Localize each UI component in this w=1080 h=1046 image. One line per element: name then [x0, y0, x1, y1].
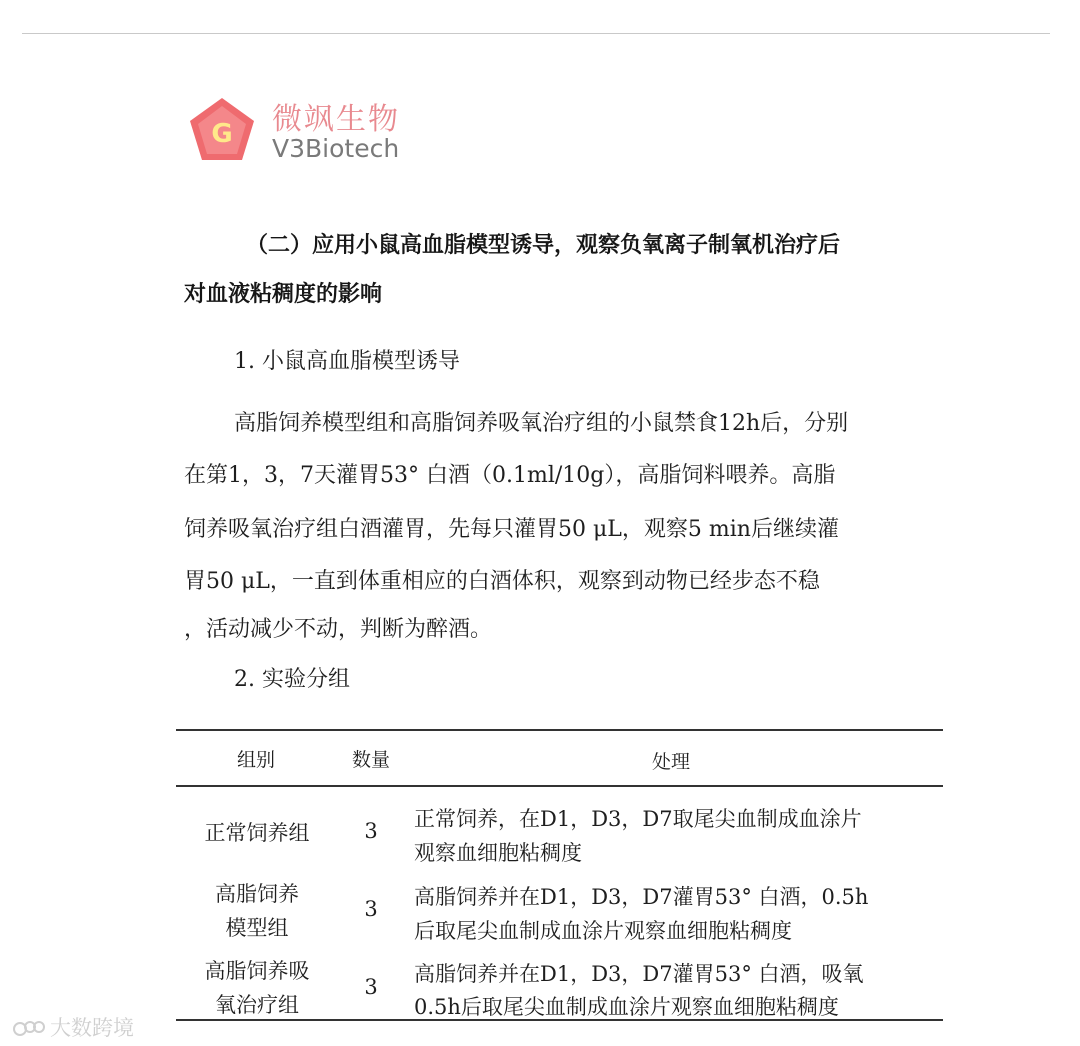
- subsection-title-2: 2. 实验分组: [234, 667, 350, 692]
- table-row-group: 模型组: [225, 916, 289, 940]
- table-header-rule: [176, 785, 943, 787]
- section-heading-line1: （二）应用小鼠高血脂模型诱导，观察负氧离子制氧机治疗后: [246, 232, 841, 258]
- table-header-group: 组别: [236, 749, 275, 771]
- top-divider: [22, 33, 1050, 34]
- watermark: [12, 1012, 134, 1042]
- logo-name-en: V3Biotech: [272, 134, 400, 163]
- table-row-treatment: 正常饲养，在D1，D3，D7取尾尖血制成血涂片: [414, 807, 862, 831]
- section-heading-line2: 对血液粘稠度的影响: [184, 281, 383, 307]
- table-row-group: 高脂饲养吸: [204, 959, 310, 983]
- table-header-count: 数量: [351, 749, 390, 771]
- logo-letter: G: [211, 119, 233, 149]
- watermark-logo-icon: [12, 1019, 46, 1039]
- table-header-treatment: 处理: [651, 751, 690, 773]
- company-logo: [186, 94, 446, 174]
- subsection-title-1: 1. 小鼠高血脂模型诱导: [234, 349, 460, 374]
- table-row-count: 3: [364, 975, 378, 999]
- table-row-treatment: 0.5h后取尾尖血制成血涂片观察血细胞粘稠度: [414, 995, 839, 1019]
- table-row-treatment: 高脂饲养并在D1，D3，D7灌胃53° 白酒，吸氧: [414, 962, 864, 986]
- paragraph-line: 胃50 μL，一直到体重相应的白酒体积，观察到动物已经步态不稳: [184, 569, 820, 594]
- table-row-count: 3: [364, 819, 378, 843]
- table-row-treatment: 观察血细胞粘稠度: [414, 841, 582, 865]
- table-top-rule: [176, 729, 943, 731]
- table-row-count: 3: [364, 897, 378, 921]
- table-row-group: 正常饲养组: [204, 821, 310, 845]
- table-row-treatment: 高脂饲养并在D1，D3，D7灌胃53° 白酒，0.5h: [414, 885, 869, 909]
- grouping-table: [176, 729, 943, 1021]
- logo-name-cn: 微飒生物: [272, 102, 400, 137]
- table-row-group: 氧治疗组: [215, 993, 299, 1017]
- pentagon-logo-icon: [186, 94, 258, 166]
- table-row-treatment: 后取尾尖血制成血涂片观察血细胞粘稠度: [414, 919, 792, 943]
- paragraph-line: 高脂饲养模型组和高脂饲养吸氧治疗组的小鼠禁食12h后，分别: [234, 411, 849, 436]
- paragraph-line: 饲养吸氧治疗组白酒灌胃，先每只灌胃50 μL，观察5 min后继续灌: [184, 517, 839, 542]
- table-row-group: 高脂饲养: [215, 882, 299, 906]
- watermark-text: 大数跨境: [50, 1016, 134, 1040]
- paragraph-line: 在第1，3，7天灌胃53° 白酒（0.1ml/10g），高脂饲料喂养。高脂: [184, 463, 836, 488]
- paragraph-line: ，活动减少不动，判断为醉酒。: [184, 617, 493, 642]
